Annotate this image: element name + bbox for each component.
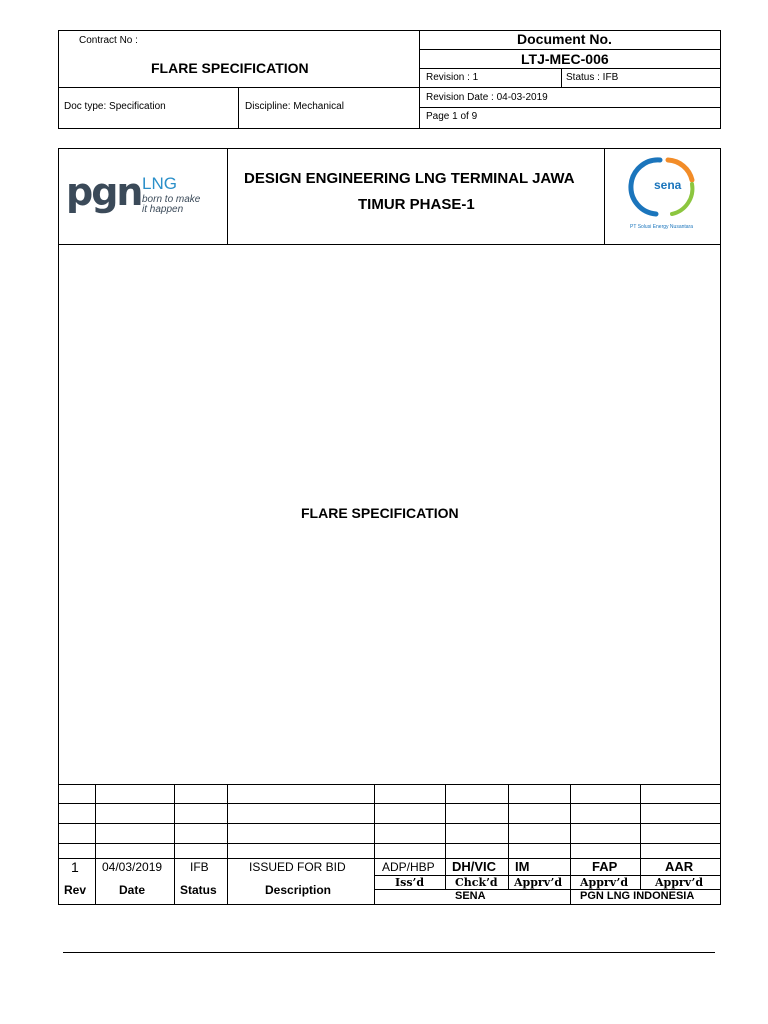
sena-logo: [620, 154, 716, 234]
sena-company-name: PT Solusi Energy Nusantara: [630, 224, 693, 230]
rev-cell: 1: [71, 859, 79, 875]
approved-3-header: Apprv’d: [655, 876, 704, 889]
approved-by-2-cell: FAP: [592, 859, 618, 874]
doc-type-label: Doc type: Specification: [64, 101, 166, 112]
document-no-label: Document No.: [517, 31, 612, 47]
page-number: Page 1 of 9: [426, 111, 478, 122]
discipline-label: Discipline: Mechanical: [245, 101, 344, 112]
header-block: [58, 30, 721, 129]
approved-header: Apprv’d: [514, 876, 563, 889]
project-title-line2: TIMUR PHASE-1: [358, 196, 475, 213]
tagline-line1: born to make: [142, 194, 201, 205]
date-header: Date: [119, 883, 146, 897]
status-label: Status : IFB: [566, 72, 619, 83]
contract-no-label: Contract No :: [79, 35, 138, 46]
project-title-line1: DESIGN ENGINEERING LNG TERMINAL JAWA: [244, 170, 575, 187]
footer-divider: [63, 952, 715, 953]
status-header: Status: [180, 883, 217, 897]
cover-block: [58, 148, 721, 905]
cover-document-title: FLARE SPECIFICATION: [301, 505, 459, 521]
lng-logo-text: LNG: [142, 174, 177, 193]
revision-date-label: Revision Date : 04-03-2019: [426, 92, 548, 103]
description-header: Description: [265, 883, 332, 897]
approved-by-3-cell: AAR: [665, 859, 694, 874]
document-no: LTJ-MEC-006: [521, 51, 609, 67]
issued-header: Iss’d: [395, 876, 425, 889]
checked-by-cell: DH/VIC: [452, 859, 497, 874]
sena-logo-name: sena: [654, 178, 682, 192]
pgn-group-label: PGN LNG INDONESIA: [580, 890, 695, 902]
tagline-line2: it happen: [142, 204, 184, 215]
revision-label: Revision : 1: [426, 72, 479, 83]
rev-header: Rev: [64, 883, 87, 897]
pgn-lng-logo: [66, 170, 216, 220]
issued-by-cell: ADP/HBP: [382, 860, 435, 874]
approved-2-header: Apprv’d: [580, 876, 629, 889]
date-cell: 04/03/2019: [102, 860, 163, 874]
header-title: FLARE SPECIFICATION: [151, 60, 309, 76]
pgn-logo-mark: pgn: [66, 170, 142, 214]
status-cell: IFB: [190, 860, 209, 874]
description-cell: ISSUED FOR BID: [249, 860, 346, 874]
approved-by-cell: IM: [515, 859, 530, 874]
checked-header: Chck’d: [455, 876, 498, 889]
sena-group-label: SENA: [455, 890, 486, 902]
